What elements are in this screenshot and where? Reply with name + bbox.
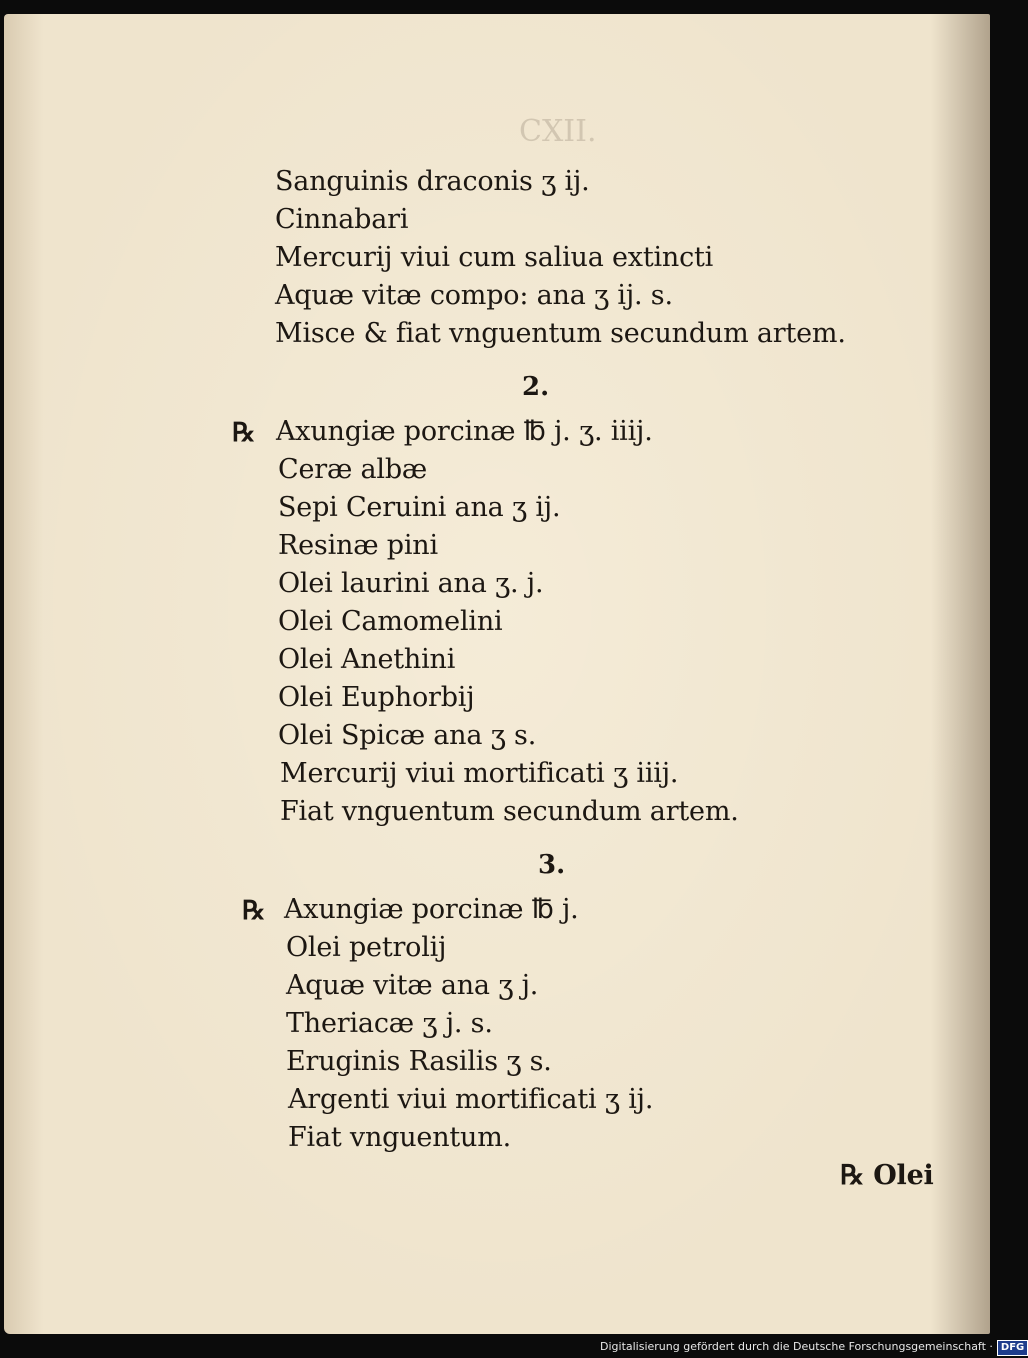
recipe-line: Fiat vnguentum secundum artem. (280, 796, 739, 827)
recipe-symbol: ℞ (242, 896, 266, 926)
dfg-logo: DFG (997, 1340, 1028, 1356)
credit-text: Digitalisierung gefördert durch die Deutsche Forschungsgemeinschaft · (600, 1340, 993, 1353)
recipe-line: Argenti viui mortificati ʒ ij. (288, 1084, 654, 1115)
recipe-line: Fiat vnguentum. (288, 1122, 512, 1153)
recipe-symbol: ℞ (232, 418, 256, 448)
recipe-line: Sepi Ceruini ana ʒ ij. (278, 492, 561, 523)
recipe-line: Sanguinis draconis ʒ ij. (275, 166, 590, 197)
catchword: ℞ Olei (840, 1160, 934, 1191)
recipe-line: Olei Spicæ ana ʒ s. (278, 720, 537, 751)
recipe-line: Resinæ pini (278, 530, 438, 561)
recipe-line: Misce & fiat vnguentum secundum artem. (275, 318, 846, 349)
recipe-line: Axungiæ porcinæ ℔ j. (284, 894, 579, 925)
digitization-credit (600, 1338, 1025, 1356)
recipe-line: Mercurij viui mortificati ʒ iiij. (280, 758, 679, 789)
scanned-page (4, 14, 990, 1334)
bleed-through-header: CXII. (519, 114, 597, 149)
recipe-line: Aquæ vitæ ana ʒ j. (286, 970, 539, 1001)
recipe-line: Olei petrolij (286, 932, 447, 963)
recipe-line: Ceræ albæ (278, 454, 428, 485)
recipe-line: Theriacæ ʒ j. s. (286, 1008, 493, 1039)
recipe-line: Aquæ vitæ compo: ana ʒ ij. s. (275, 280, 673, 311)
recipe-line: Eruginis Rasilis ʒ s. (286, 1046, 552, 1077)
section-number: 3. (538, 850, 566, 880)
recipe-line: Mercurij viui cum saliua extincti (275, 242, 714, 273)
recipe-line: Olei Anethini (278, 644, 456, 675)
recipe-line: Olei laurini ana ʒ. j. (278, 568, 544, 599)
section-number: 2. (522, 372, 550, 402)
recipe-line: Olei Euphorbij (278, 682, 475, 713)
recipe-line: Cinnabari (275, 204, 409, 235)
recipe-line: Olei Camomelini (278, 606, 503, 637)
recipe-line: Axungiæ porcinæ ℔ j. ʒ. iiij. (276, 416, 653, 447)
